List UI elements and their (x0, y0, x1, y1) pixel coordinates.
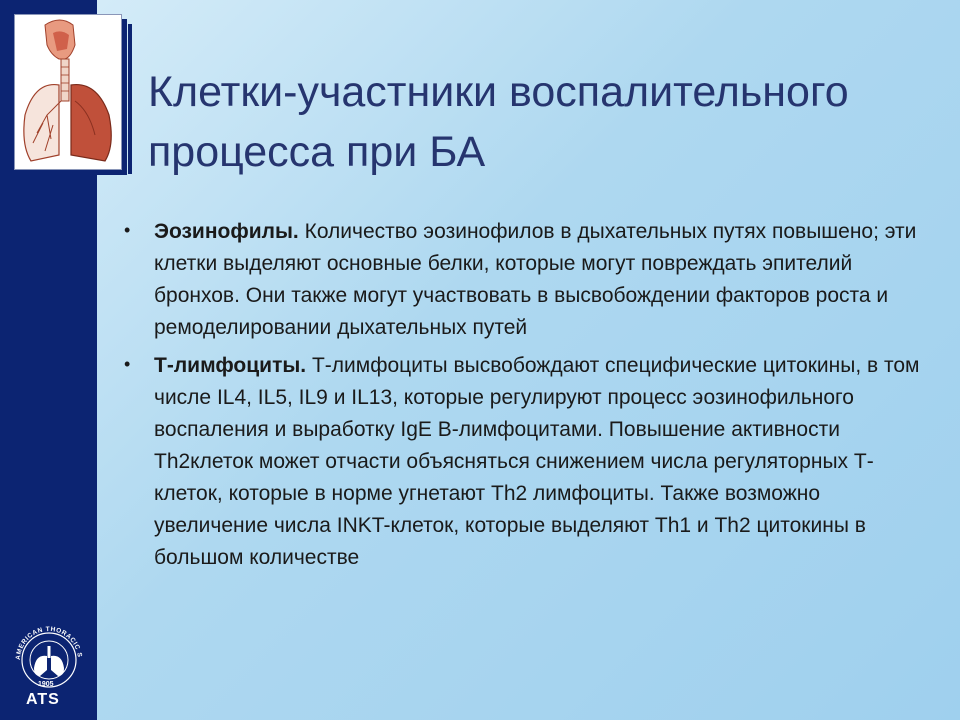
logo-ring-text: AMERICAN THORACIC S (14, 625, 83, 661)
title-accent-bar (128, 24, 132, 174)
bullet-item-eosinophils (122, 216, 922, 344)
bullet-icon: • (124, 220, 131, 240)
bullet-item-t-lymphocytes (122, 350, 922, 574)
lungs-icon (15, 15, 121, 169)
bullet-list (122, 216, 922, 580)
bullet-text: Т-лимфоциты высвобождают специфические цитокины, в том числе IL4, IL5, IL9 и IL13, которые регулируют процесс эозинофильного воспаления и выработку IgE В-лимфоцитами. Повышение активности Th2клеток может отчасти объясняться снижением числа регуляторных Т-клеток, которые в норме угнетают Th2 лимфоциты. Также возможно увеличение числа INKT-клеток, которые выделяют Th1 и Th2 цитокины в большом количестве (154, 354, 920, 569)
logo-year: 1905 (38, 681, 54, 688)
bullet-icon: • (124, 354, 131, 374)
bullet-term: Т-лимфоциты. (154, 354, 307, 377)
logo-name: ATS (26, 691, 60, 708)
bullet-term: Эозинофилы. (154, 220, 299, 243)
svg-text:AMERICAN THORACIC SOCIETY (6, 618, 83, 660)
ats-logo (6, 618, 92, 716)
slide-title: Клетки-участники воспалительного процесса при БА (148, 68, 849, 176)
respiratory-system-illustration (14, 14, 122, 170)
bullet-text: Количество эозинофилов в дыхательных путях повышено; эти клетки выделяют основные белки, которые могут повреждать эпителий бронхов. Они также могут участвовать в высвобождении факторов роста и ремоделировании дыхательных путей (154, 220, 917, 339)
